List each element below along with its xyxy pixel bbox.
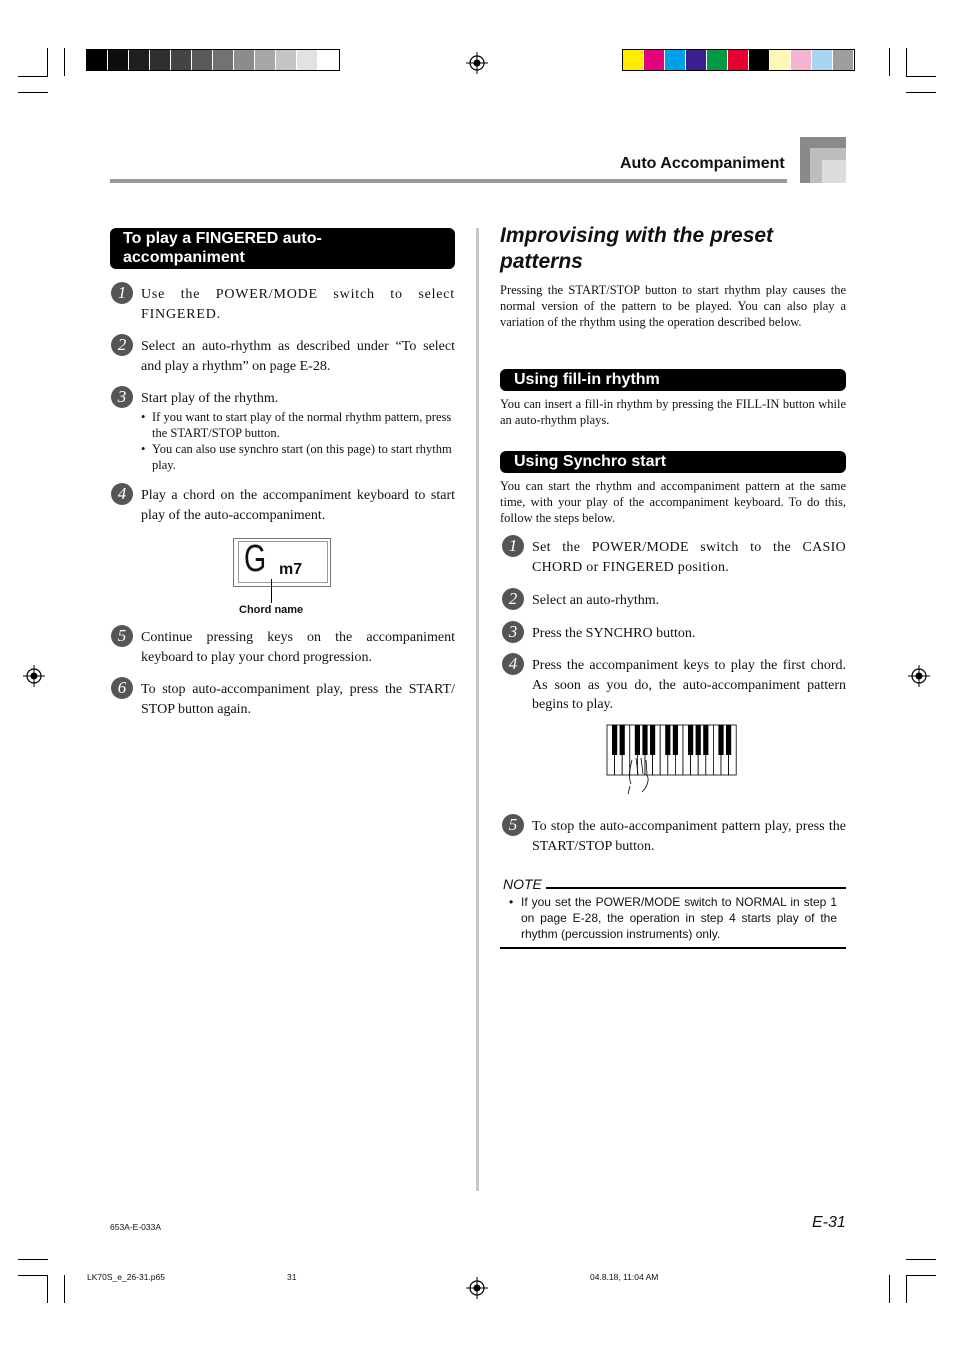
synchro-paragraph: You can start the rhythm and accompaniment pattern at the same time, with your play of the accompaniment keyboard. To do this, follow the steps below.	[500, 479, 846, 525]
gray-swatch	[192, 50, 213, 70]
gray-swatch	[213, 50, 234, 70]
intro-paragraph: Pressing the START/STOP button to start rhythm play causes the normal version of the pattern to be played. You can also play a variation of the rhythm using the operation described below.	[500, 283, 846, 329]
gray-calibration-bar	[86, 49, 340, 71]
column-divider	[476, 228, 479, 1191]
black-key	[620, 725, 625, 755]
crop-mark	[906, 48, 907, 76]
bullet-text: If you want to start play of the normal rhythm pattern, press the START/STOP button.	[152, 410, 452, 440]
color-swatch	[707, 50, 728, 70]
file-name: LK70S_e_26-31.p65	[87, 1272, 165, 1282]
synchro-banner-label: Using Synchro start	[514, 453, 667, 470]
section-title: Auto Accompaniment	[620, 155, 785, 172]
step-number: 5	[111, 625, 133, 647]
document-code: 653A-E-033A	[110, 1222, 162, 1232]
fill-in-banner-label: Using fill-in rhythm	[514, 371, 660, 388]
registration-mark-icon	[908, 665, 930, 687]
color-swatch	[728, 50, 749, 70]
step-number: 2	[502, 588, 524, 610]
color-swatch	[665, 50, 686, 70]
header-rule	[110, 179, 787, 183]
chord-name-caption: Chord name	[239, 604, 304, 616]
step-text: Use the POWER/MODE switch to select FINGERED.	[141, 287, 455, 322]
crop-mark	[47, 48, 48, 76]
black-key	[673, 725, 678, 755]
step-text: Press the accompaniment keys to play the first chord. As soon as you do, the auto-accompaniment pattern begins to play.	[532, 658, 846, 712]
black-key	[665, 725, 670, 755]
bullet-item: • You can also use synchro start (on this page) to start rhythm play.	[141, 441, 455, 473]
chord-root: G	[244, 538, 267, 580]
step-number: 3	[502, 621, 524, 643]
crop-mark	[18, 92, 48, 93]
crop-mark	[889, 48, 890, 76]
crop-mark	[64, 48, 65, 76]
file-timestamp: 04.8.18, 11:04 AM	[590, 1272, 659, 1282]
bullet-item: • If you want to start play of the normal rhythm pattern, press the START/STOP button.	[141, 409, 455, 441]
color-swatch	[791, 50, 812, 70]
black-key	[642, 725, 647, 755]
gray-swatch	[108, 50, 129, 70]
black-key	[703, 725, 708, 755]
gray-swatch	[318, 50, 339, 70]
step-number: 3	[111, 386, 133, 408]
gray-swatch	[150, 50, 171, 70]
crop-mark	[906, 1275, 907, 1303]
color-swatch	[749, 50, 770, 70]
step-text: Continue pressing keys on the accompaniment keyboard to play your chord progression.	[141, 630, 455, 665]
step-text: Press the SYNCHRO button.	[532, 626, 696, 641]
crop-mark	[18, 1275, 48, 1276]
step-text: Play a chord on the accompaniment keyboard to start play of the auto-accompaniment.	[141, 488, 455, 523]
step-text: To stop auto-accompaniment play, press the START/ STOP button again.	[141, 682, 455, 717]
gray-swatch	[255, 50, 276, 70]
step-number: 4	[502, 653, 524, 675]
registration-mark-icon	[466, 1277, 488, 1299]
crop-mark	[47, 1275, 48, 1303]
step-text: Select an auto-rhythm as described under “To select and play a rhythm” on page E-28.	[141, 339, 455, 374]
crop-mark	[18, 1259, 48, 1260]
black-key	[635, 725, 640, 755]
color-swatch	[686, 50, 707, 70]
crop-mark	[906, 92, 936, 93]
crop-mark	[906, 76, 936, 77]
step-text: Set the POWER/MODE switch to the CASIO CHORD or FINGERED position.	[532, 540, 846, 575]
fingered-banner	[110, 228, 455, 269]
fill-in-banner	[500, 369, 846, 391]
page-number: E-31	[812, 1214, 846, 1231]
gray-swatch	[276, 50, 297, 70]
black-key	[726, 725, 731, 755]
crop-mark	[906, 1259, 936, 1260]
color-swatch	[812, 50, 833, 70]
color-swatch	[644, 50, 665, 70]
keyboard-illustration	[606, 724, 738, 796]
gray-swatch	[234, 50, 255, 70]
fingered-banner-label: To play a FINGERED auto-accompaniment	[123, 230, 322, 266]
note-bottom-rule	[500, 947, 846, 949]
chapter-tab	[822, 160, 846, 183]
crop-mark	[889, 1275, 890, 1303]
step-text: Select an auto-rhythm.	[532, 593, 660, 608]
page-heading: Improvising with the preset patterns	[500, 224, 774, 273]
color-calibration-bar	[622, 49, 855, 71]
file-page: 31	[287, 1272, 297, 1282]
note-text: • If you set the POWER/MODE switch to NORMAL in step 1 on page E-28, the operation in step 4 starts play of the rhythm (percussion instruments) only.	[509, 895, 837, 941]
gray-swatch	[297, 50, 318, 70]
step-number: 2	[111, 334, 133, 356]
note-top-rule	[546, 887, 846, 889]
step-number: 1	[502, 535, 524, 557]
step-number: 6	[111, 677, 133, 699]
crop-mark	[906, 1275, 936, 1276]
chord-name-leader	[271, 579, 272, 603]
note-label: NOTE	[503, 876, 542, 892]
black-key	[688, 725, 693, 755]
chord-type: m7	[279, 561, 303, 578]
black-key	[650, 725, 655, 755]
crop-mark	[64, 1275, 65, 1303]
step-number: 1	[111, 282, 133, 304]
note-body: If you set the POWER/MODE switch to NORMAL in step 1 on page E-28, the operation in step 4 starts play of the rhythm (percussion instruments) only.	[521, 895, 837, 941]
black-key	[718, 725, 723, 755]
registration-mark-icon	[466, 52, 488, 74]
black-key	[696, 725, 701, 755]
step-number: 5	[502, 814, 524, 836]
step-text: Start play of the rhythm.	[141, 391, 279, 406]
fill-in-paragraph: You can insert a fill-in rhythm by pressing the FILL-IN button while an auto-rhythm plays.	[500, 397, 846, 427]
gray-swatch	[171, 50, 192, 70]
color-swatch	[623, 50, 644, 70]
color-swatch	[833, 50, 854, 70]
black-key	[612, 725, 617, 755]
synchro-banner	[500, 451, 846, 473]
gray-swatch	[129, 50, 150, 70]
registration-mark-icon	[23, 665, 45, 687]
color-swatch	[770, 50, 791, 70]
step-text: To stop the auto-accompaniment pattern play, press the START/STOP button.	[532, 819, 846, 854]
crop-mark	[18, 76, 48, 77]
bullet-text: You can also use synchro start (on this page) to start rhythm play.	[152, 442, 452, 472]
lcd-display	[233, 538, 331, 587]
step-number: 4	[111, 483, 133, 505]
gray-swatch	[87, 50, 108, 70]
